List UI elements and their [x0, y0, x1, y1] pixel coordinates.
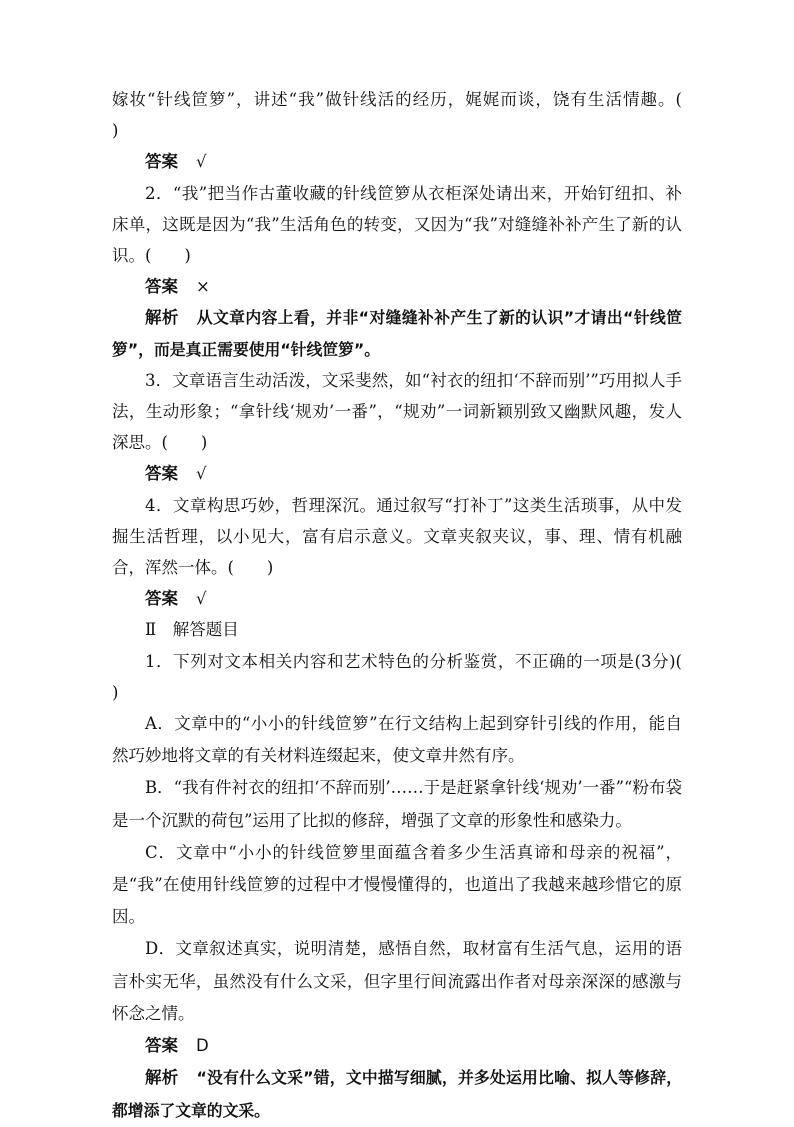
- answer-line: [112, 583, 682, 614]
- answer-label: 答案: [145, 589, 178, 609]
- question-1-stem: 1．下列对文本相关内容和艺术特色的分析鉴赏，不正确的一项是(3分)( ): [112, 651, 715, 702]
- answer-value: √: [196, 464, 207, 484]
- answer-line: [112, 1030, 682, 1062]
- answer-label: 答案: [145, 1036, 178, 1056]
- paragraph-q4: 4．文章构思巧妙，哲理深沉。通过叙写“打补丁”这类生活琐事，从中发掘生活哲理，以小见大，富有启示意义。文章夹叙夹议，事、理、情有机融合，浑然一体。( ): [112, 495, 682, 578]
- answer-value: √: [196, 589, 207, 609]
- answer-label: 答案: [145, 277, 178, 297]
- option-b: B．“我有件衬衣的纽扣‘不辞而别’……于是赶紧拿针线‘规劝’一番”“粉布袋是一个沉默的荷包”运用了比拟的修辞，增强了文章的形象性和感染力。: [112, 778, 682, 830]
- analysis-line: [112, 1062, 682, 1126]
- analysis-text: “没有什么文采”错，文中描写细腻，并多处运用比喻、拟人等修辞，都增添了文章的文采。: [112, 1068, 683, 1120]
- option-d: D．文章叙述真实，说明清楚，感悟自然，取材富有生活气息，运用的语言朴实无华，虽然没有什么文采，但字里行间流露出作者对母亲深深的感激与怀念之情。: [112, 939, 682, 1023]
- analysis-text: 从文章内容上看，并非“对缝缝补补产生了新的认识”才请出“针线笸箩”，而是真正需要使用“针线笸箩”。: [112, 308, 683, 359]
- analysis-line: [112, 302, 682, 364]
- paragraph-q3: 3．文章语言生动活泼，文采斐然，如“衬衣的纽扣‘不辞而别’”巧用拟人手法，生动形象；“拿针线‘规劝’一番”，“规劝”一词新颖别致又幽默风趣，发人深思。( ): [112, 370, 682, 453]
- analysis-label: 解析: [145, 1068, 179, 1088]
- answer-line: [112, 458, 682, 489]
- answer-value: √: [196, 152, 207, 172]
- option-c: C．文章中“小小的针线笸箩里面蕴含着多少生活真谛和母亲的祝福”，是“我”在使用针线笸箩的过程中才慢慢懂得的，也道出了我越来越珍惜它的原因。: [112, 842, 682, 927]
- paragraph-q1-continuation: 嫁妆“针线笸箩”，讲述“我”做针线活的经历，娓娓而谈，饶有生活情趣。( ): [112, 90, 715, 141]
- answer-label: 答案: [145, 464, 178, 484]
- document-page: [112, 84, 715, 1127]
- section-heading: Ⅱ 解答题目: [145, 620, 239, 640]
- option-a: A．文章中的“小小的针线笸箩”在行文结构上起到穿针引线的作用，能自然巧妙地将文章的有关材料连缀起来，使文章井然有序。: [112, 714, 682, 766]
- analysis-label: 解析: [145, 308, 179, 328]
- answer-label: 答案: [145, 152, 178, 172]
- paragraph-q2: 2．“我”把当作古董收藏的针线笸箩从衣柜深处请出来，开始钉纽扣、补床单，这既是因为“我”生活角色的转变，又因为“我”对缝缝补补产生了新的认识。( ): [112, 183, 682, 266]
- answer-line: [112, 146, 682, 177]
- answer-value: ×: [196, 277, 210, 297]
- answer-line: [112, 271, 682, 302]
- answer-value: D: [196, 1036, 209, 1056]
